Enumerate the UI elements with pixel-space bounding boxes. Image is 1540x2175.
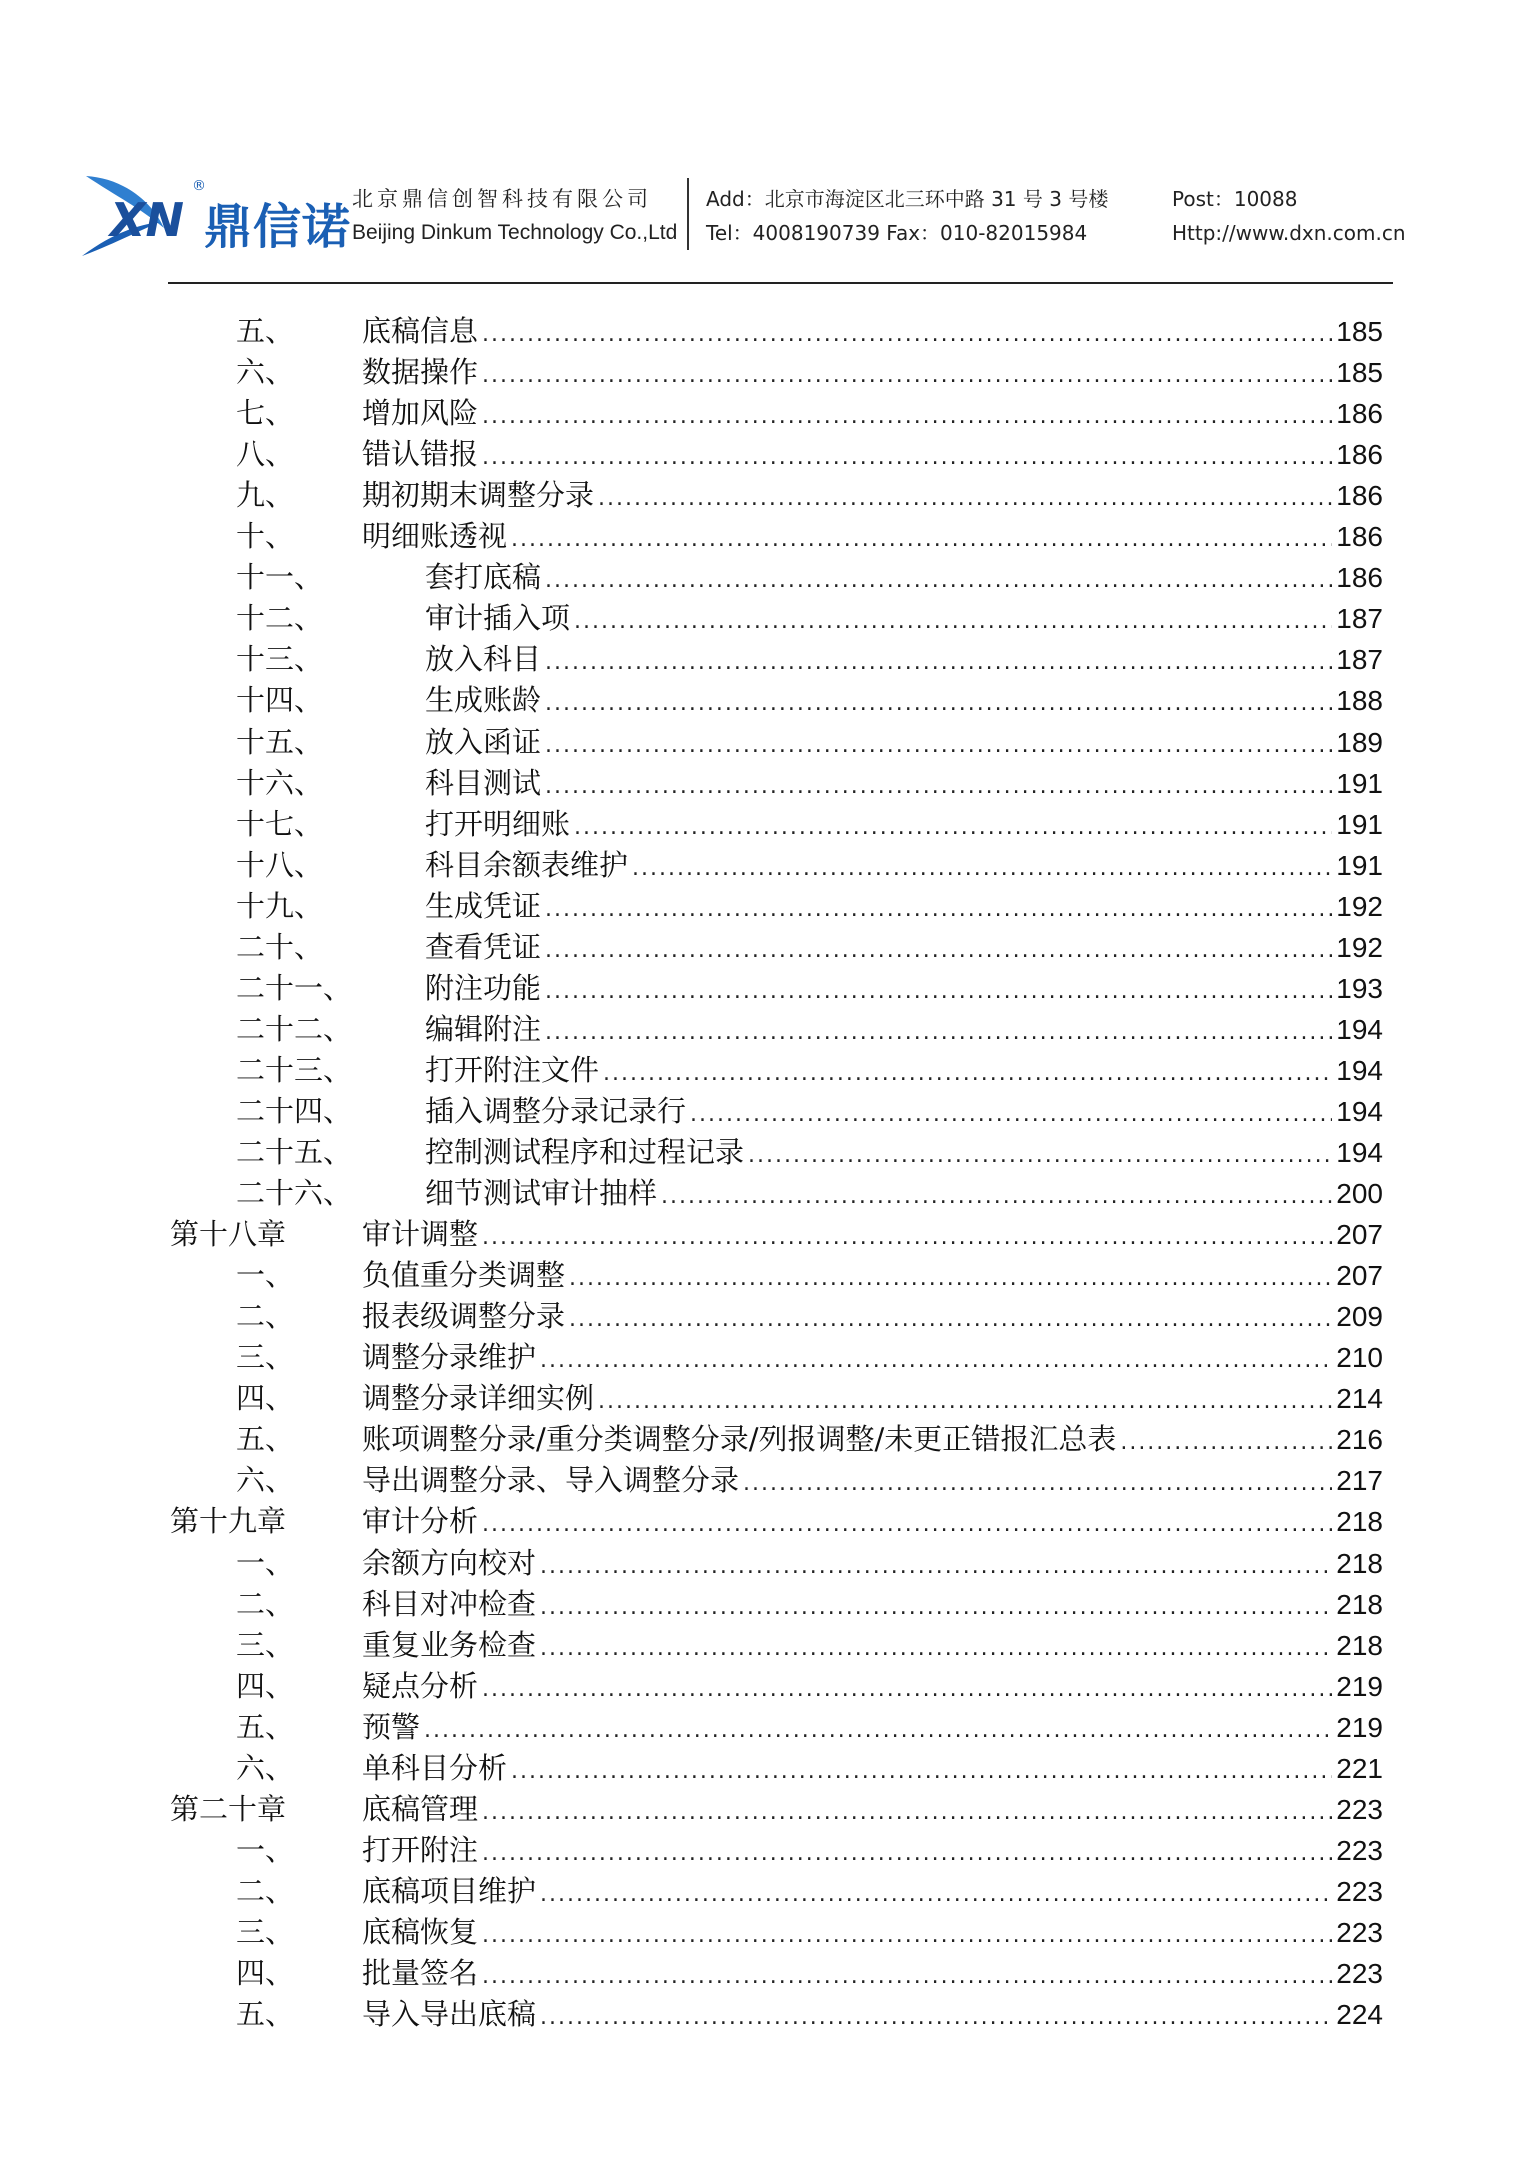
company-name	[352, 182, 677, 250]
toc-entry-page: 192	[1336, 932, 1383, 963]
toc-entry-title: 插入调整分录记录行	[425, 1094, 687, 1128]
toc-entry-number: 六、	[236, 1751, 295, 1785]
toc-entry-page: 191	[1336, 809, 1383, 840]
toc-entry-number: 二十二、	[236, 1012, 353, 1046]
toc-entry-title: 单科目分析	[362, 1751, 508, 1785]
toc-entry-title: 生成凭证	[425, 889, 542, 923]
toc-entry-title: 数据操作	[362, 355, 479, 389]
post-code: Post：10088	[1172, 187, 1298, 211]
toc-entry[interactable]	[0, 1419, 1540, 1460]
toc-dot-leader	[545, 766, 1332, 807]
toc-entry-number: 十三、	[236, 642, 324, 676]
toc-entry-title: 科目测试	[425, 766, 542, 800]
toc-dot-leader	[482, 355, 1332, 396]
company-name-cn: 北京鼎信创智科技有限公司	[352, 187, 652, 211]
toc-entry-title: 审计分析	[362, 1504, 479, 1538]
toc-entry-number: 二十四、	[236, 1094, 353, 1128]
toc-entry-title: 账项调整分录/重分类调整分录/列报调整/未更正错报汇总表	[362, 1422, 1117, 1456]
toc-entry-title: 审计插入项	[425, 601, 571, 635]
toc-dot-leader	[482, 1833, 1332, 1874]
toc-entry-number: 二十三、	[236, 1053, 353, 1087]
toc-entry[interactable]	[0, 680, 1540, 721]
toc-entry[interactable]	[0, 1748, 1540, 1789]
toc-entry-title: 生成账龄	[425, 683, 542, 717]
toc-entry-number: 六、	[236, 1463, 295, 1497]
toc-entry-title: 底稿项目维护	[362, 1874, 537, 1908]
header-divider	[687, 178, 689, 250]
toc-dot-leader	[545, 889, 1332, 930]
header-rule	[168, 282, 1393, 284]
logo-swoosh-icon	[80, 168, 200, 260]
toc-entry-number: 七、	[236, 396, 295, 430]
toc-entry-page: 194	[1336, 1014, 1383, 1045]
toc-entry-page: 186	[1336, 398, 1383, 429]
toc-entry[interactable]	[0, 516, 1540, 557]
toc-entry-number: 二十五、	[236, 1135, 353, 1169]
toc-entry-number: 六、	[236, 355, 295, 389]
toc-dot-leader	[743, 1463, 1332, 1504]
toc-entry[interactable]	[0, 1666, 1540, 1707]
toc-entry[interactable]	[0, 1584, 1540, 1625]
toc-entry-title: 报表级调整分录	[362, 1299, 566, 1333]
website: Http://www.dxn.com.cn	[1172, 221, 1406, 245]
toc-entry[interactable]	[0, 1132, 1540, 1173]
toc-entry-number: 十七、	[236, 807, 324, 841]
company-logo	[80, 168, 352, 260]
toc-dot-leader	[424, 1710, 1332, 1751]
toc-entry-page: 207	[1336, 1260, 1383, 1291]
toc-entry[interactable]	[0, 311, 1540, 352]
toc-entry-page: 187	[1336, 603, 1383, 634]
toc-entry[interactable]	[0, 1912, 1540, 1953]
toc-entry-page: 187	[1336, 644, 1383, 675]
toc-entry-title: 打开明细账	[425, 807, 571, 841]
toc-entry-title: 疑点分析	[362, 1669, 479, 1703]
toc-entry-title: 控制测试程序和过程记录	[425, 1135, 745, 1169]
toc-entry-number: 五、	[236, 1997, 295, 2031]
toc-dot-leader	[545, 642, 1332, 683]
toc-entry[interactable]	[0, 845, 1540, 886]
toc-entry-number: 十八、	[236, 848, 324, 882]
toc-dot-leader	[540, 1587, 1332, 1628]
toc-entry-page: 189	[1336, 727, 1383, 758]
toc-entry[interactable]	[0, 1625, 1540, 1666]
toc-dot-leader	[540, 1628, 1332, 1669]
toc-entry-title: 编辑附注	[425, 1012, 542, 1046]
toc-dot-leader	[540, 1340, 1332, 1381]
toc-dot-leader	[511, 519, 1332, 560]
toc-entry-number: 九、	[236, 478, 295, 512]
toc-entry-page: 216	[1336, 1424, 1383, 1455]
toc-entry[interactable]	[0, 968, 1540, 1009]
toc-entry[interactable]	[0, 1173, 1540, 1214]
toc-dot-leader	[482, 314, 1332, 355]
toc-entry-title: 底稿管理	[362, 1792, 479, 1826]
toc-entry[interactable]	[0, 1953, 1540, 1994]
toc-dot-leader	[598, 1381, 1332, 1422]
toc-entry-number: 四、	[236, 1956, 295, 1990]
toc-entry-title: 错认错报	[362, 437, 479, 471]
toc-entry-page: 218	[1336, 1589, 1383, 1620]
toc-entry[interactable]	[0, 1378, 1540, 1419]
toc-entry-number: 第十九章	[170, 1504, 287, 1538]
toc-entry[interactable]	[0, 1255, 1540, 1296]
toc-entry-page: 219	[1336, 1712, 1383, 1743]
toc-entry[interactable]	[0, 475, 1540, 516]
toc-entry-title: 审计调整	[362, 1217, 479, 1251]
toc-dot-leader	[482, 1792, 1332, 1833]
toc-entry-title: 底稿恢复	[362, 1915, 479, 1949]
toc-entry-number: 一、	[236, 1258, 295, 1292]
toc-entry-number: 五、	[236, 314, 295, 348]
toc-entry-title: 负值重分类调整	[362, 1258, 566, 1292]
toc-entry-page: 191	[1336, 850, 1383, 881]
contact-info-right	[1172, 182, 1406, 250]
toc-entry-title: 导入导出底稿	[362, 1997, 537, 2031]
toc-entry-page: 192	[1336, 891, 1383, 922]
toc-entry-title: 科目对冲检查	[362, 1587, 537, 1621]
toc-dot-leader	[511, 1751, 1332, 1792]
toc-entry[interactable]	[0, 1460, 1540, 1501]
toc-entry-number: 五、	[236, 1422, 295, 1456]
toc-entry-title: 导出调整分录、导入调整分录	[362, 1463, 740, 1497]
toc-entry-title: 打开附注文件	[425, 1053, 600, 1087]
toc-entry[interactable]	[0, 1789, 1540, 1830]
toc-entry-number: 二、	[236, 1587, 295, 1621]
toc-entry[interactable]	[0, 1994, 1540, 2035]
toc-entry-number: 十一、	[236, 560, 324, 594]
toc-entry-title: 放入科目	[425, 642, 542, 676]
toc-dot-leader	[545, 1012, 1332, 1053]
toc-entry-page: 200	[1336, 1178, 1383, 1209]
toc-entry-title: 调整分录维护	[362, 1340, 537, 1374]
toc-entry-page: 221	[1336, 1753, 1383, 1784]
toc-entry[interactable]	[0, 1830, 1540, 1871]
toc-entry-title: 余额方向校对	[362, 1546, 537, 1580]
toc-entry-page: 186	[1336, 521, 1383, 552]
toc-dot-leader	[632, 848, 1332, 889]
toc-entry-page: 185	[1336, 357, 1383, 388]
toc-dot-leader	[482, 1504, 1332, 1545]
toc-entry-number: 三、	[236, 1628, 295, 1662]
toc-dot-leader	[661, 1176, 1332, 1217]
toc-entry-page: 188	[1336, 685, 1383, 716]
toc-entry-page: 207	[1336, 1219, 1383, 1250]
toc-entry-page: 218	[1336, 1506, 1383, 1537]
toc-entry[interactable]	[0, 763, 1540, 804]
toc-entry-number: 十六、	[236, 766, 324, 800]
toc-entry-number: 一、	[236, 1546, 295, 1580]
toc-dot-leader	[690, 1094, 1332, 1135]
toc-entry[interactable]	[0, 886, 1540, 927]
toc-entry-page: 218	[1336, 1548, 1383, 1579]
toc-entry-page: 218	[1336, 1630, 1383, 1661]
toc-entry-page: 223	[1336, 1794, 1383, 1825]
toc-entry[interactable]	[0, 1091, 1540, 1132]
toc-entry[interactable]	[0, 722, 1540, 763]
toc-entry-page: 186	[1336, 439, 1383, 470]
toc-entry-page: 186	[1336, 562, 1383, 593]
toc-entry-page: 224	[1336, 1999, 1383, 2030]
toc-dot-leader	[540, 1874, 1332, 1915]
toc-entry-number: 二、	[236, 1299, 295, 1333]
toc-entry-title: 期初期末调整分录	[362, 478, 595, 512]
toc-dot-leader	[545, 930, 1332, 971]
toc-entry-number: 三、	[236, 1340, 295, 1374]
toc-entry[interactable]	[0, 1009, 1540, 1050]
logo-mark: XN	[110, 193, 184, 247]
toc-entry-page: 223	[1336, 1876, 1383, 1907]
toc-dot-leader	[482, 1669, 1332, 1710]
toc-entry-title: 放入函证	[425, 725, 542, 759]
toc-entry-page: 193	[1336, 973, 1383, 1004]
toc-entry-number: 八、	[236, 437, 295, 471]
toc-dot-leader	[574, 601, 1332, 642]
toc-entry[interactable]	[0, 598, 1540, 639]
toc-dot-leader	[545, 683, 1332, 724]
toc-entry-number: 第十八章	[170, 1217, 287, 1251]
toc-dot-leader	[482, 1915, 1332, 1956]
toc-entry-page: 191	[1336, 768, 1383, 799]
toc-dot-leader	[574, 807, 1332, 848]
toc-entry[interactable]	[0, 1214, 1540, 1255]
toc-entry-number: 二十一、	[236, 971, 353, 1005]
toc-entry-number: 二十六、	[236, 1176, 353, 1210]
toc-entry-page: 210	[1336, 1342, 1383, 1373]
company-name-en: Beijing Dinkum Technology Co.,Ltd	[352, 221, 678, 244]
toc-dot-leader	[598, 478, 1332, 519]
contact-info	[706, 182, 1108, 250]
toc-dot-leader	[545, 560, 1332, 601]
toc-entry-number: 十四、	[236, 683, 324, 717]
toc-entry[interactable]	[0, 927, 1540, 968]
toc-entry[interactable]	[0, 393, 1540, 434]
toc-entry-title: 明细账透视	[362, 519, 508, 553]
toc-entry[interactable]	[0, 1050, 1540, 1091]
toc-entry-page: 223	[1336, 1917, 1383, 1948]
toc-entry-number: 十五、	[236, 725, 324, 759]
toc-entry[interactable]	[0, 434, 1540, 475]
toc-dot-leader	[540, 1997, 1332, 2038]
toc-dot-leader	[545, 725, 1332, 766]
toc-dot-leader	[569, 1258, 1332, 1299]
toc-dot-leader	[540, 1546, 1332, 1587]
toc-entry-page: 194	[1336, 1137, 1383, 1168]
toc-entry-number: 四、	[236, 1381, 295, 1415]
toc-entry-title: 批量签名	[362, 1956, 479, 1990]
toc-entry-number: 二、	[236, 1874, 295, 1908]
toc-entry[interactable]	[0, 1871, 1540, 1912]
tel-fax: Tel：4008190739 Fax：010-82015984	[706, 221, 1088, 245]
toc-dot-leader	[603, 1053, 1332, 1094]
toc-entry-page: 185	[1336, 316, 1383, 347]
logo-text: 鼎信诺	[204, 199, 352, 255]
toc-entry[interactable]	[0, 352, 1540, 393]
toc-entry-number: 十九、	[236, 889, 324, 923]
toc-entry-title: 套打底稿	[425, 560, 542, 594]
toc-dot-leader	[482, 1217, 1332, 1258]
toc-entry-page: 214	[1336, 1383, 1383, 1414]
toc-entry-page: 194	[1336, 1096, 1383, 1127]
toc-entry-number: 第二十章	[170, 1792, 287, 1826]
toc-entry-page: 223	[1336, 1958, 1383, 1989]
toc-dot-leader	[482, 1956, 1332, 1997]
toc-entry[interactable]	[0, 1501, 1540, 1542]
toc-entry-title: 科目余额表维护	[425, 848, 629, 882]
toc-entry-page: 186	[1336, 480, 1383, 511]
toc-dot-leader	[482, 396, 1332, 437]
toc-entry[interactable]	[0, 557, 1540, 598]
toc-entry-number: 十二、	[236, 601, 324, 635]
toc-entry-number: 五、	[236, 1710, 295, 1744]
toc-entry-title: 底稿信息	[362, 314, 479, 348]
toc-entry[interactable]	[0, 1296, 1540, 1337]
toc-entry[interactable]	[0, 639, 1540, 680]
toc-entry[interactable]	[0, 804, 1540, 845]
toc-entry-number: 四、	[236, 1669, 295, 1703]
toc-entry[interactable]	[0, 1543, 1540, 1584]
toc-dot-leader	[748, 1135, 1332, 1176]
toc-dot-leader	[482, 437, 1332, 478]
page-header	[0, 0, 1540, 290]
toc-entry-number: 一、	[236, 1833, 295, 1867]
toc-entry-number: 三、	[236, 1915, 295, 1949]
toc-entry-page: 217	[1336, 1465, 1383, 1496]
toc-entry-title: 增加风险	[362, 396, 479, 430]
toc-entry-title: 预警	[362, 1710, 421, 1744]
address: Add：北京市海淀区北三环中路 31 号 3 号楼	[706, 187, 1109, 211]
toc-entry-page: 219	[1336, 1671, 1383, 1702]
toc-dot-leader	[1120, 1422, 1332, 1463]
toc-entry-title: 重复业务检查	[362, 1628, 537, 1662]
toc-entry-page: 209	[1336, 1301, 1383, 1332]
toc-dot-leader	[545, 971, 1332, 1012]
toc-entry-title: 附注功能	[425, 971, 542, 1005]
toc-entry-title: 细节测试审计抽样	[425, 1176, 658, 1210]
toc-dot-leader	[569, 1299, 1332, 1340]
toc-entry-page: 223	[1336, 1835, 1383, 1866]
toc-entry-number: 十、	[236, 519, 295, 553]
toc-entry-title: 打开附注	[362, 1833, 479, 1867]
toc-entry[interactable]	[0, 1707, 1540, 1748]
toc-entry-title: 查看凭证	[425, 930, 542, 964]
toc-entry[interactable]	[0, 1337, 1540, 1378]
toc-entry-number: 二十、	[236, 930, 324, 964]
toc-entry-page: 194	[1336, 1055, 1383, 1086]
registered-mark: ®	[192, 178, 206, 194]
toc-entry-title: 调整分录详细实例	[362, 1381, 595, 1415]
